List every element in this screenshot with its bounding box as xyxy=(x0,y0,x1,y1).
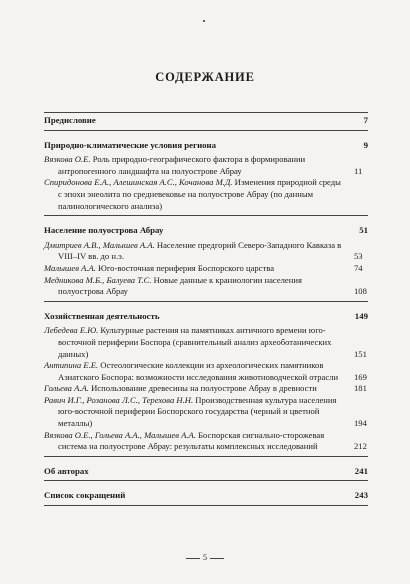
toc-entry: Медникова М.Б., Балуева Т.С. Новые данные к краниологии населения полуострова Абрау 108 xyxy=(44,274,367,297)
toc-section-climate: Природно-климатические условия региона 9 xyxy=(44,139,368,150)
toc-entry: Вязкова О.Е., Гольева А.А., Малышев А.А. Боспорская сигнально-сторожевая система на полуострове Абрау: результаты комплексных исследований 212 xyxy=(44,429,367,452)
toc-entry: Малышев А.А. Юго-восточная периферия Боспорского царства 74 xyxy=(44,262,363,273)
page-mark xyxy=(203,20,205,22)
toc-entry: Дмитриев А.В., Малышев А.А. Население предгорий Северо-Западного Кавказа в VIII–IV вв. до н.э. 53 xyxy=(44,239,363,262)
toc-entry: Антипина Е.Е. Остеологические коллекции из археологических памятников Азиатского Боспора: возможности исследования животноводческой отрасли 169 xyxy=(44,360,367,382)
toc-section-economy: Хозяйственная деятельность 149 xyxy=(44,310,368,321)
page-footer xyxy=(0,553,410,562)
divider xyxy=(44,505,368,506)
table-of-contents xyxy=(44,112,368,506)
toc-entry: Равич И.Г., Розанова Л.С., Терехова Н.Н. Производственная культура населения юго-восточной периферии Боспорского государства (черный и цветной металлы) 194 xyxy=(44,394,367,429)
page-title: СОДЕРЖАНИЕ xyxy=(155,70,255,84)
toc-entry: Вязкова О.Е. Роль природно-географического фактора в формировании антропогенного ландшафта на полуострове Абрау 11 xyxy=(44,154,363,176)
toc-entry: Гольева А.А. Использование древесины на полуострове Абрау в древности 181 xyxy=(44,383,367,394)
toc-section-authors: Об авторах 241 xyxy=(44,465,368,476)
toc-section-preface: Предисловие 7 xyxy=(44,115,368,125)
page-number: 5 xyxy=(203,553,207,562)
toc-section-abbreviations: Список сокращений 243 xyxy=(44,490,368,501)
toc-entry: Лебедева Е.Ю. Культурные растения на памятниках античного времени юго-восточной периферии Боспора (сравнительный анализ археоботанических данных) 151 xyxy=(44,325,367,359)
toc-entry: Спиридонова Е.А., Алешинская А.С., Кочанова М.Д. Изменения природной среды с эпохи энеолита по средневековье на полуострове Абрау (по данным палинологического анализа) xyxy=(44,177,341,211)
toc-section-population: Население полуострова Абрау 51 xyxy=(44,225,368,236)
